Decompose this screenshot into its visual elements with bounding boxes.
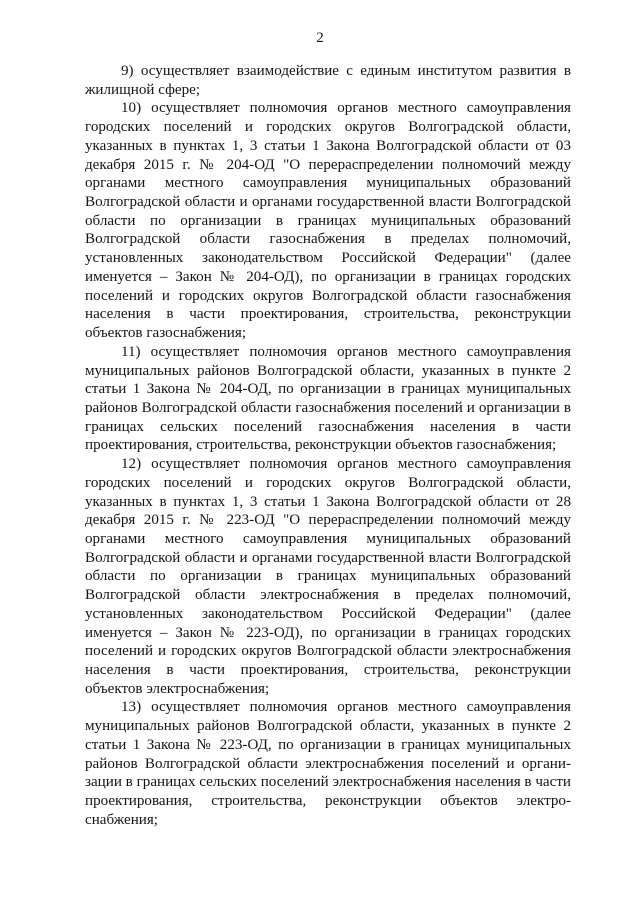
document-body	[85, 62, 571, 829]
paragraph-item-10: 10) осуществляет полномочия органов местного самоуправления городских поселений и городских округов Волгоградской области, указанных в пунктах 1, 3 статьи 1 Закона Волгоградской области от 03 декабря 2015 г. № 204-ОД "О перераспределении полномочий между органами местного самоуправления муниципальных образований Волгоградской области и органами государственной власти Волгоградской области по организации в границах муниципальных образований Волгоградской области газоснабжения в пределах полномочий, установленных законодательством Российской Федерации" (далее именуется – Закон № 204-ОД), по организации в границах городских поселений и городских округов Волгоградской области газоснабжения населения в части проектирования, строительства, реконструкции объектов газоснабжения;	[85, 100, 571, 342]
paragraph-item-12: 12) осуществляет полномочия органов местного самоуправления городских поселений и городских округов Волгоградской области, указанных в пунктах 1, 3 статьи 1 Закона Волгоградской области от 28 декабря 2015 г. № 223-ОД "О перераспределении полномочий между органами местного самоуправления муниципальных образований Волгоградской области и органами государственной власти Волгоградской области по организации в границах муниципальных образований Волгоградской области электроснабжения в пределах полномочий, установленных законодательством Российской Федерации" (далее именуется – Закон № 223-ОД), по организации в границах городских поселений и городских округов Волгоградской области электроснабжения населения в части проектирования, строительства, реконструкции объектов электроснабжения;	[85, 456, 571, 697]
paragraph-item-9: 9) осуществляет взаимодействие с единым институтом развития в жилищной сфере;	[85, 63, 571, 98]
paragraph-item-11: 11) осуществляет полномочия органов местного самоуправления муниципальных районов Волгоградской области, указанных в пункте 2 статьи 1 Закона № 204-ОД, по организации в границах муниципальных районов Волгоградской области газоснабжения поселений и организации в границах сельских поселений газоснабжения населения в части проектирования, строительства, реконструкции объектов газоснабжения;	[85, 343, 571, 454]
paragraph-item-13: 13) осуществляет полномочия органов местного самоуправления муниципальных районов Волгоградской области, указанных в пункте 2 статьи 1 Закона № 223-ОД, по организации в границах муниципальных районов Волгоградской области электроснабжения поселений и организации в границах сельских поселений электроснабжения населения в части проектирования, строительства, реконструкции объектов электроснабжения;	[85, 699, 571, 828]
page-number: 2	[316, 30, 324, 46]
